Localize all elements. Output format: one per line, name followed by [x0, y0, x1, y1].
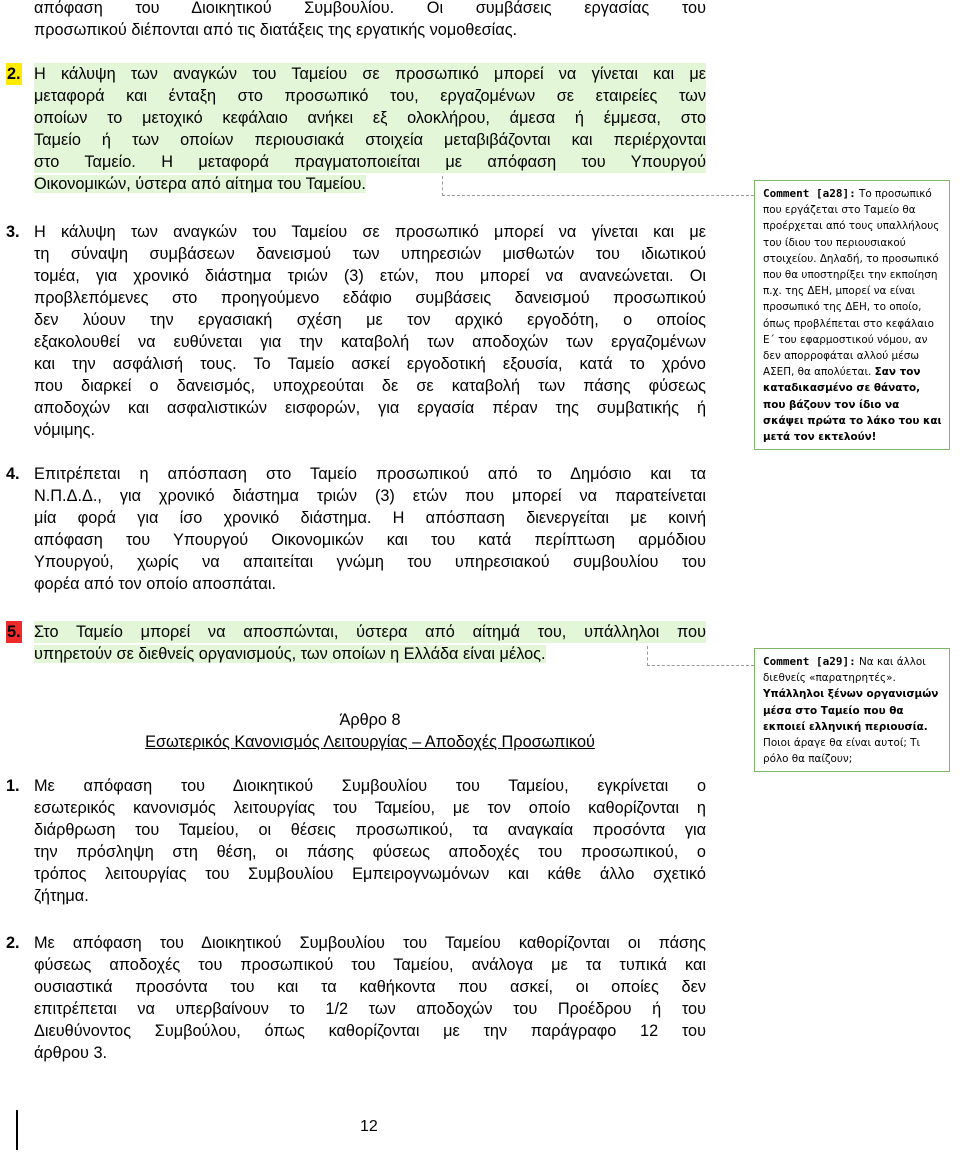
paragraph-line: διάρθρωση του Ταμείου, οι θέσεις προσωπικού, τα αναγκαία προσόντα για: [34, 821, 706, 839]
paragraph-line: την πρόσληψη στη θέση, οι πάσης φύσεως αποδοχές του προσωπικού, ο: [34, 843, 706, 861]
paragraph-line: 1. Με απόφαση του Διοικητικού Συμβουλίου του Ταμείου, εγκρίνεται ο: [6, 777, 706, 795]
paragraph-line: προσωπικού διέπονται από τις διατάξεις της εργατικής νομοθεσίας.: [34, 21, 518, 39]
paragraph-line: μία φορά για ίσο χρονικό διάστημα. Η απόσπαση διενεργείται με κοινή: [34, 509, 706, 527]
paragraph-line: απόφαση του Υπουργού Οικονομικών και του κατά περίπτωση αρμόδιου: [34, 531, 706, 549]
paragraph-line: τη σύναψη συμβάσεων δανεισμού των υπηρεσιών μισθωτών του ιδιωτικού: [34, 245, 706, 263]
comment-tag: Comment [a29]:: [763, 655, 856, 668]
paragraph-line: που διαρκεί ο δανεισμός, υποχρεούται δε σε καταβολή των πάσης φύσεως: [34, 377, 706, 395]
comment-balloon-a28[interactable]: [754, 180, 950, 450]
comment-connector-line: [647, 665, 754, 666]
item-number: 5.: [7, 623, 21, 641]
paragraph-line: και την ασφάλισή τους. Το Ταμείο ασκεί εργοδοτική εξουσία, κατά το χρόνο: [34, 355, 706, 373]
paragraph-line: άρθρου 3.: [34, 1044, 108, 1062]
comment-anchor-line: [647, 646, 648, 666]
paragraph-line: Οικονομικών, ύστερα από αίτημα του Ταμείου.: [34, 175, 366, 193]
paragraph-line: τρόπος λειτουργίας του Συμβουλίου Εμπειρογνωμόνων και κάθε άλλο σχετικό: [34, 865, 706, 883]
paragraph-line: οποίων το μετοχικό κεφάλαιο ανήκει εξ ολοκλήρου, άμεσα ή έμμεσα, στο: [34, 109, 706, 127]
paragraph-line: φύσεως αποδοχές του προσωπικού του Ταμείου, ανάλογα με τα τυπικά και: [34, 956, 706, 974]
comment-text-bold: Υπάλληλοι ξένων οργανισμών μέσα στο Ταμείο που θα εκποιεί ελληνική περιουσία.: [763, 688, 939, 733]
comment-text: Το προσωπικό που εργάζεται στο Ταμείο θα προέρχεται από τους υπαλλήλους του ίδιου του περιουσιακού στοιχείου. Δηλαδή, το προσωπικό που θα υποστηρίξει την εκποίηση π.χ. της ΔΕΗ, μπορεί να είναι προσωπικό της ΔΕΗ, το οποίο, όπως προβλέπεται στο κεφάλαιο Ε΄ του εφαρμοστικού νόμου, αν δεν απορροφάται αλλού μέσω ΑΣΕΠ, θα απολύεται.: [763, 188, 940, 379]
paragraph-line: στο Ταμείο. Η μεταφορά πραγματοποιείται με απόφαση του Υπουργού: [34, 153, 706, 171]
paragraph-line: υπηρετούν σε διεθνείς οργανισμούς, των οποίων η Ελλάδα είναι μέλος.: [34, 645, 546, 663]
item-number: 3.: [6, 223, 20, 241]
paragraph-line: τομέα, για χρονικό διάστημα τριών (3) ετών, που μπορεί να ανανεώνεται. Οι: [34, 267, 706, 285]
page-number: 12: [360, 1118, 378, 1135]
paragraph-line: Ταμείο ή των οποίων περιουσιακά στοιχεία μεταβιβάζονται και περιέρχονται: [34, 131, 706, 149]
comment-connector-line: [442, 195, 754, 196]
item-number: 2.: [7, 65, 21, 83]
paragraph-line: Διευθύνοντος Συμβούλου, όπως καθορίζονται με την παράγραφο 12 του: [34, 1022, 706, 1040]
article-subtitle: Εσωτερικός Κανονισμός Λειτουργίας – Αποδοχές Προσωπικού: [145, 733, 595, 751]
paragraph-line: 5. Στο Ταμείο μπορεί να αποσπώνται, ύστερα από αίτημά του, υπάλληλοι που: [7, 623, 706, 641]
article-title: Άρθρο 8: [339, 711, 401, 729]
paragraph-line: δεν λύουν την εργασιακή σχέση με τον αρχικό εργοδότη, ο οποίος: [34, 311, 706, 329]
comment-tag: Comment [a28]:: [763, 187, 856, 200]
item-number: 4.: [6, 465, 20, 483]
paragraph-line: 2. Η κάλυψη των αναγκών του Ταμείου σε προσωπικό μπορεί να γίνεται και με: [7, 65, 706, 83]
comment-anchor-line: [442, 176, 443, 196]
paragraph-line: μεταφορά και ένταξη στο προσωπικό του, εργαζομένων σε εταιρείες των: [34, 87, 706, 105]
paragraph-line: φορέα από τον οποίο αποσπάται.: [34, 575, 276, 593]
comment-text: Ποιοι άραγε θα είναι αυτοί; Τι ρόλο θα παίζουν;: [763, 737, 920, 766]
paragraph-line: επιτρέπεται να υπερβαίνουν το 1/2 των αποδοχών του Προέδρου ή του: [34, 1000, 706, 1018]
paragraph-line: Υπουργού, χωρίς να απαιτείται γνώμη του υπηρεσιακού συμβουλίου του: [34, 553, 706, 571]
item-number: 2.: [6, 934, 20, 952]
paragraph-line: 2. Με απόφαση του Διοικητικού Συμβουλίου του Ταμείου καθορίζονται οι πάσης: [6, 934, 706, 952]
comment-balloon-a29[interactable]: [754, 648, 950, 772]
paragraph-line: 3. Η κάλυψη των αναγκών του Ταμείου σε προσωπικό μπορεί να γίνεται και με: [6, 223, 706, 241]
comment-text-bold: Σαν τον καταδικασμένο σε θάνατο, που βάζουν τον ίδιο να σκάψει πρώτα το λάκο του και μετά τον εκτελούν!: [763, 366, 942, 444]
paragraph-line: νόμιμης.: [34, 421, 95, 439]
paragraph-line: 4. Επιτρέπεται η απόσπαση στο Ταμείο προσωπικού από το Δημόσιο και τα: [6, 465, 706, 483]
paragraph-line: απόφαση του Διοικητικού Συμβουλίου. Οι συμβάσεις εργασίας του: [34, 0, 706, 17]
paragraph-line: ουσιαστικά προσόντα του και τα καθήκοντα που ασκεί, οι οποίες δεν: [34, 978, 706, 996]
paragraph-line: αποδοχών και ασφαλιστικών εισφορών, για εργασία πέραν της συμβατικής ή: [34, 399, 706, 417]
paragraph-line: προβλεπόμενες στο προηγούμενο εδάφιο συμβάσεις δανεισμού προσωπικού: [34, 289, 706, 307]
paragraph-line: ζήτημα.: [34, 887, 89, 905]
comment-text: Να και άλλοι διεθνείς «παρατηρητές».: [763, 656, 926, 685]
paragraph-line: Ν.Π.Δ.Δ., για χρονικό διάστημα τριών (3) ετών που μπορεί να παρατείνεται: [34, 487, 706, 505]
item-number: 1.: [6, 777, 20, 795]
paragraph-line: εξακολουθεί να ευθύνεται για την καταβολή των αποδοχών των εργαζομένων: [34, 333, 706, 351]
margin-change-bar: [16, 1110, 18, 1150]
paragraph-line: εσωτερικός κανονισμός λειτουργίας του Ταμείου, με τον οποίο καθορίζονται η: [34, 799, 706, 817]
